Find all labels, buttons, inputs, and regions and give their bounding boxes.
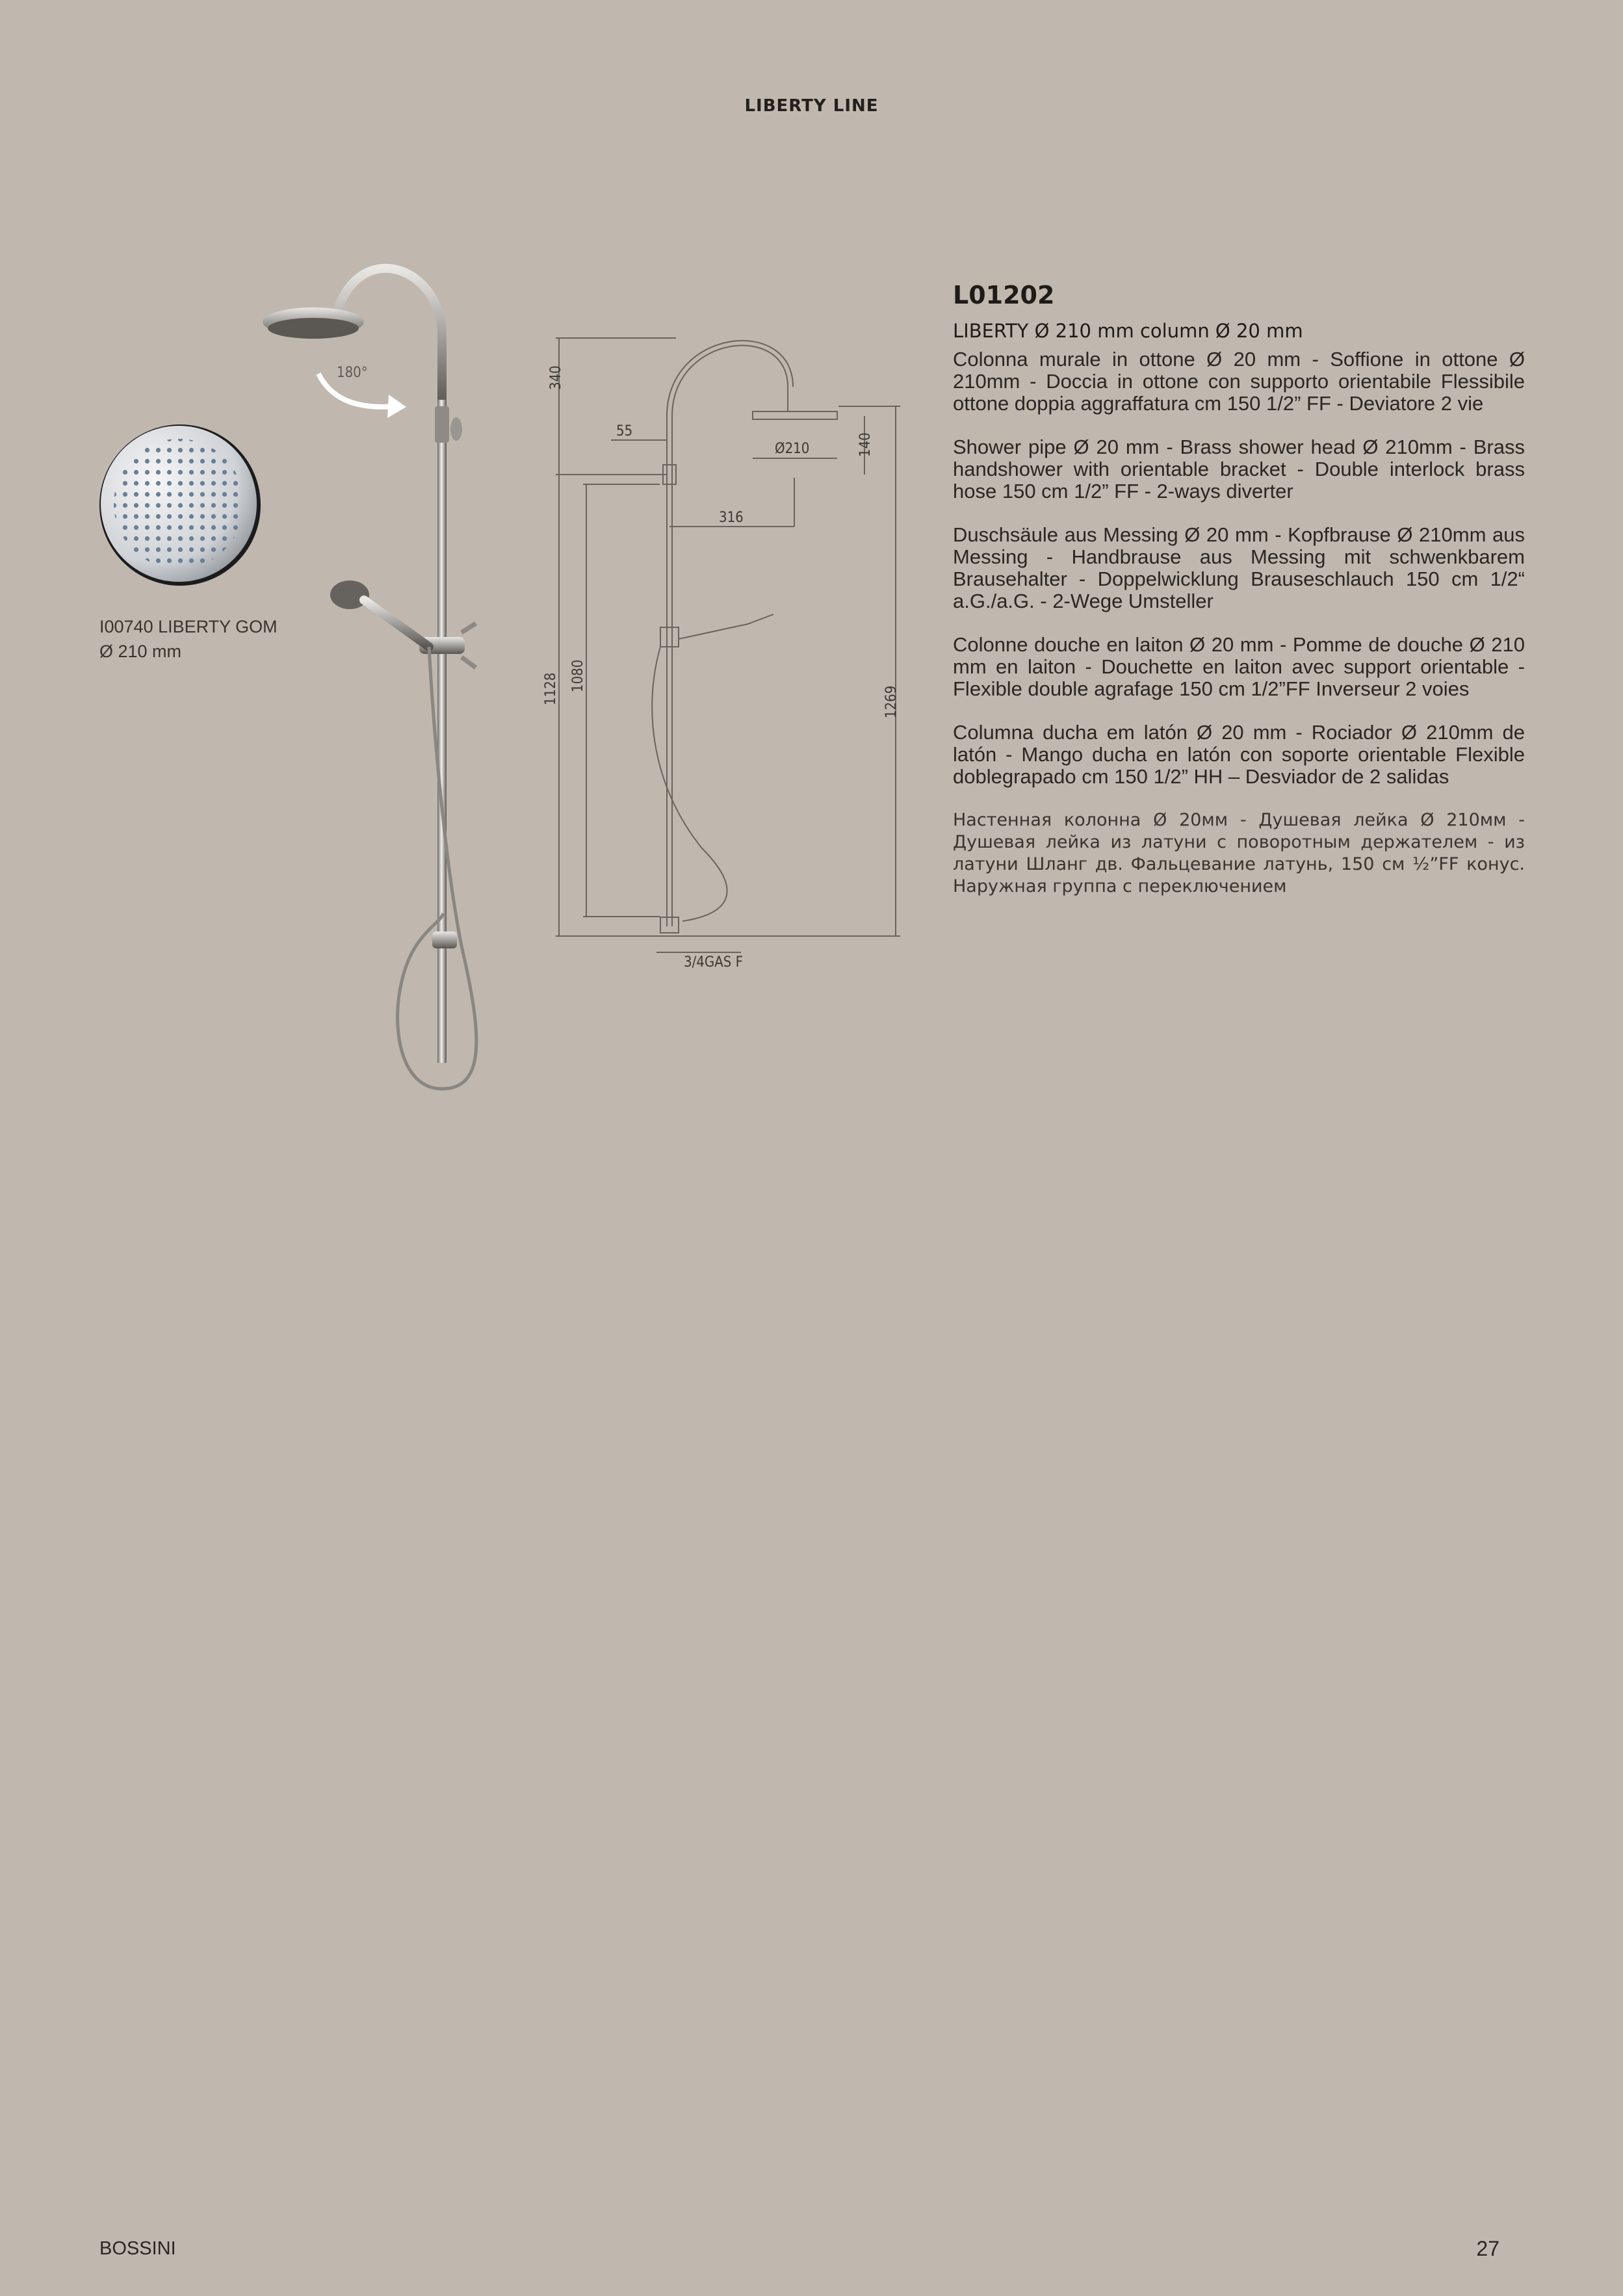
description-ru: Настенная колонна Ø 20мм - Душевая лейка Ø 210мм - Душевая лейка из латуни с поворотным держателем - из латуни Шланг дв. Фальцевание латунь, 150 см ½”FF конус. Наружная группа с переключением [953,810,1525,896]
accessory-code: I00740 LIBERTY GOM [99,617,278,636]
description-it: Colonna murale in ottone Ø 20 mm - Soffione in ottone Ø 210mm - Doccia in ottone con supporto orientabile Flessibile ottone doppia aggraffatura cm 150 1/2” FF - Deviatore 2 vie [953,348,1525,415]
product-subtitle: LIBERTY Ø 210 mm column Ø 20 mm [953,320,1303,342]
description-de: Duschsäule aus Messing Ø 20 mm - Kopfbrause Ø 210mm aus Messing - Handbrause aus Messing mit schwenkbarem Brausehalter - Doppelwicklung Brauseschlauch 150 cm 1/2“ a.G./a.G. - 2-Wege Umsteller [953,523,1525,612]
rotation-label: 180° [337,365,368,381]
dim-340: 340 [548,365,564,390]
dim-connection: 3/4GAS F [684,954,743,971]
dim-1080: 1080 [570,659,586,692]
liberty-gom-showerhead-image [97,423,263,588]
dim-1269: 1269 [883,685,900,718]
description-fr: Colonne douche en laiton Ø 20 mm - Pomme de douche Ø 210 mm en laiton - Douchette en laiton avec support orientable - Flexible double agrafage 150 cm 1/2”FF Inverseur 2 voies [953,633,1525,700]
technical-drawing [543,328,910,978]
accessory-caption [99,614,278,664]
description-en: Shower pipe Ø 20 mm - Brass shower head Ø 210mm - Brass handshower with orientable bracket - Double interlock brass hose 150 cm 1/2” FF - 2-ways diverter [953,436,1525,502]
dim-diameter-210: Ø210 [775,441,810,457]
section-header: LIBERTY LINE [744,96,879,116]
dim-1128: 1128 [543,672,559,705]
product-info [953,281,1525,919]
dim-316: 316 [719,510,744,526]
product-code: L01202 [953,281,1055,309]
accessory-diameter: Ø 210 mm [99,642,182,661]
page-number: 27 [1476,2237,1500,2260]
footer-brand: BOSSINI [99,2238,176,2259]
shower-column-photo [273,244,507,1102]
description-es: Columna ducha em latón Ø 20 mm - Rociador Ø 210mm de latón - Mango ducha en latón con soporte orientable Flexible doblegrapado cm 150 1/2” HH – Desviador de 2 salidas [953,721,1525,788]
dim-55: 55 [616,423,633,439]
dim-140: 140 [857,432,874,457]
